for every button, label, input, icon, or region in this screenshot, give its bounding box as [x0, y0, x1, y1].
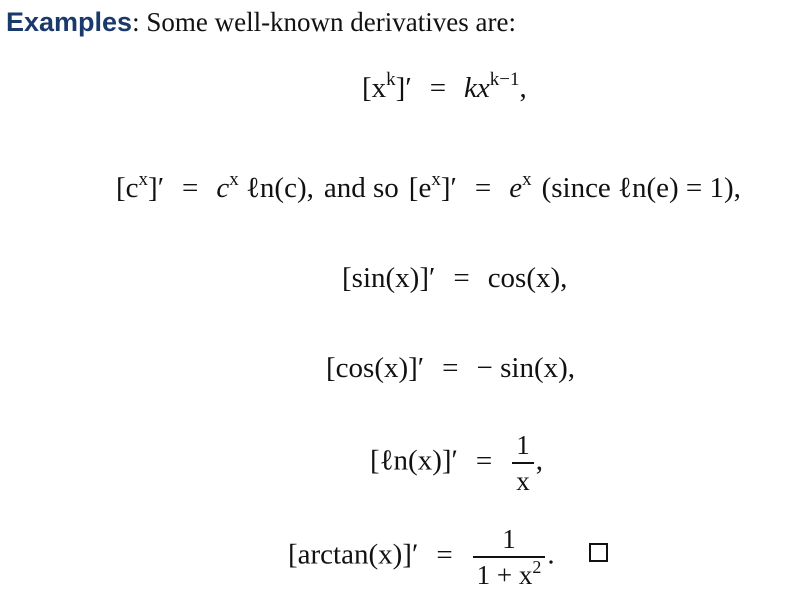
log-rule-equation: [ℓn(x)]′ = $\frac{1}{x}$ , — [370, 430, 543, 496]
connector-text: and so — [323, 172, 399, 204]
arctan-fraction: $\frac{1}{1 + x^2}$ — [473, 522, 546, 592]
qed-square-icon — [589, 543, 608, 562]
log-fraction: $\frac{1}{x}$ — [512, 428, 534, 498]
exponential-rule-equation: $[c^x]' = c^x$ ℓn(c), and so $[e^x]' = e^x$ (since ℓn(e) = 1), — [116, 169, 741, 204]
examples-intro-text: : Some well-known derivatives are: — [132, 7, 516, 37]
cosine-rule-equation: [cos(x)]′ = − sin(x), — [326, 352, 576, 384]
sine-rule-equation: [sin(x)]′ = cos(x), — [342, 262, 568, 294]
power-rule-equation: $[x^k]' = kx^{k-1}$, — [362, 69, 527, 104]
arctan-rule-equation: [arctan(x)]′ = $\frac{1}{1 + x^2}$ . — [288, 522, 608, 592]
examples-heading — [6, 4, 516, 40]
examples-keyword: Examples — [6, 7, 133, 37]
